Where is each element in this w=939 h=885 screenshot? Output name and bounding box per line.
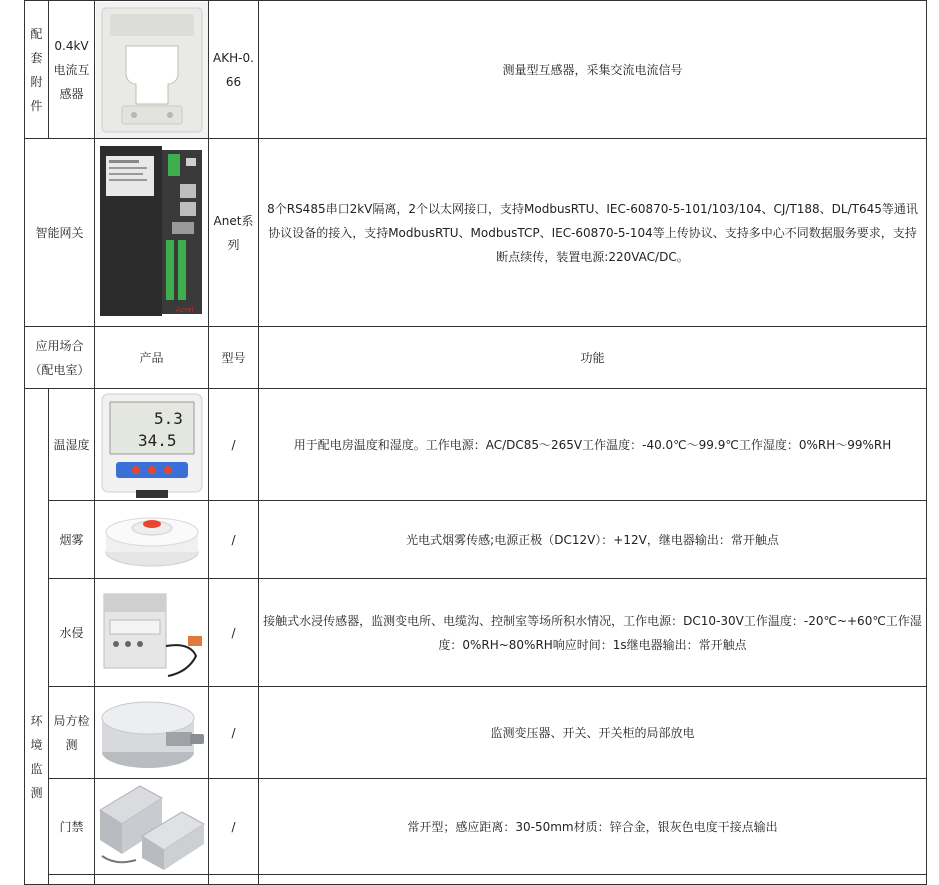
header-scene: 应用场合（配电室） <box>25 327 95 389</box>
table-header-row <box>25 327 927 389</box>
gateway-image <box>95 139 209 327</box>
model-name: / <box>209 687 259 779</box>
function-text: 8个RS485串口2kV隔离，2个以太网接口，支持ModbusRTU、IEC-60870-5-101/103/104、CJ/T188、DL/T645等通讯协议设备的接入，支持ModbusRTU、ModbusTCP、IEC-60870-5-104等上传协议、支持多中心不同数据服务要求，支持断点续传，装置电源:220VAC/DC。 <box>259 139 927 327</box>
function-text: 测量型互感器，采集交流电流信号 <box>259 1 927 139</box>
smoke-detector-image <box>95 501 209 579</box>
header-product: 产品 <box>95 327 209 389</box>
group-label-text: 配套附件 <box>30 26 43 113</box>
table-row <box>25 779 927 875</box>
table-row <box>25 501 927 579</box>
model-name: / <box>209 501 259 579</box>
group-label-text: 环境监测 <box>30 713 43 800</box>
ct-image <box>95 1 209 139</box>
table-row <box>25 1 927 139</box>
table-row <box>25 389 927 501</box>
partial-discharge-sensor-image <box>95 687 209 779</box>
product-name: 0.4kV电流互感器 <box>49 1 95 139</box>
door-sensor-image <box>95 779 209 875</box>
product-name: 烟雾 <box>49 501 95 579</box>
group-label-environment <box>25 389 49 885</box>
product-name: 门禁 <box>49 779 95 875</box>
brand-logo: Acrel <box>175 305 193 314</box>
product-name: 水侵 <box>49 579 95 687</box>
function-text: 用于配电房温度和湿度。工作电源：AC/DC85～265V工作温度：-40.0℃～99.9℃工作湿度：0%RH～99%RH <box>259 389 927 501</box>
header-model: 型号 <box>209 327 259 389</box>
table-row-partial <box>25 875 927 885</box>
thermohygrometer-image <box>95 389 209 501</box>
function-text: 接触式水浸传感器，监测变电所、电缆沟、控制室等场所积水情况，工作电源：DC10-30V工作温度：-20℃~+60℃工作湿度：0%RH~80%RH响应时间：1s继电器输出：常开触点 <box>259 579 927 687</box>
table-row <box>25 579 927 687</box>
product-name: 局方检测 <box>49 687 95 779</box>
model-name: Anet系列 <box>209 139 259 327</box>
model-name: / <box>209 779 259 875</box>
display-humidity: 34.5 <box>137 430 177 450</box>
display-temperature: 5.3 <box>153 408 183 428</box>
function-text: 监测变压器、开关、开关柜的局部放电 <box>259 687 927 779</box>
header-function: 功能 <box>259 327 927 389</box>
product-name: 智能网关 <box>25 139 95 327</box>
product-name: 温湿度 <box>49 389 95 501</box>
table-row <box>25 687 927 779</box>
model-name: / <box>209 389 259 501</box>
function-text: 光电式烟雾传感;电源正极（DC12V）：+12V，继电器输出：常开触点 <box>259 501 927 579</box>
water-sensor-image <box>95 579 209 687</box>
model-name: / <box>209 579 259 687</box>
function-text: 常开型；感应距离：30-50mm材质：锌合金，银灰色电度干接点输出 <box>259 779 927 875</box>
equipment-table <box>24 0 927 885</box>
table-row <box>25 139 927 327</box>
group-label-accessories <box>25 1 49 139</box>
model-name: AKH-0.66 <box>209 1 259 139</box>
